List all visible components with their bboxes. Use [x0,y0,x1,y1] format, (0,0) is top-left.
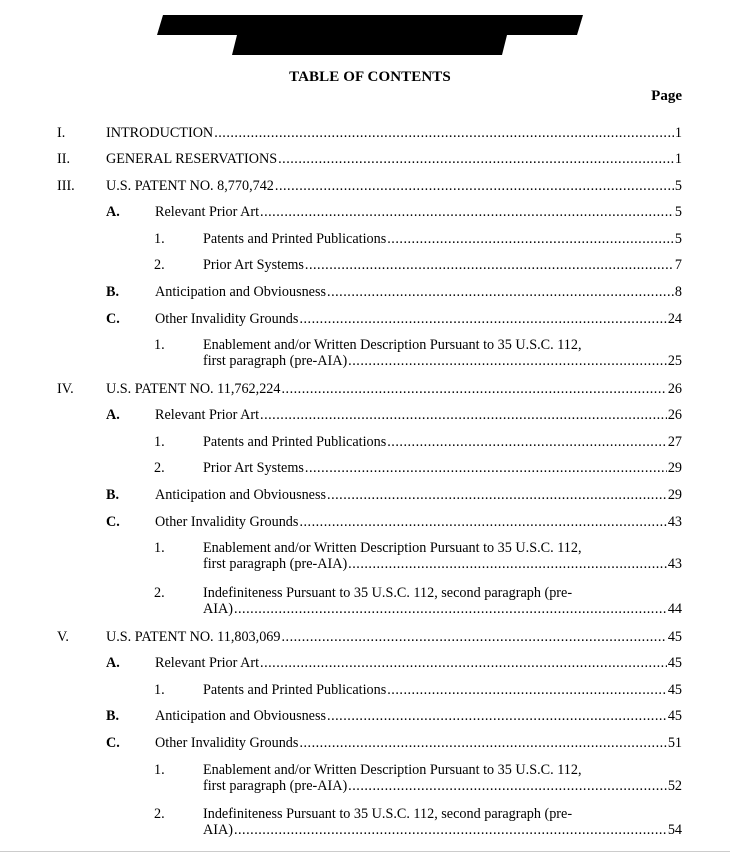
toc-entry-page: 8 [674,284,682,300]
toc-entry-number: II. [57,151,70,167]
toc-entry-number: B. [106,487,120,503]
toc-entry-item[interactable] [154,257,682,273]
dot-leader [327,708,667,724]
toc-entry-page: 26 [667,381,682,397]
toc-entry-item[interactable] [154,337,682,369]
toc-title: TABLE OF CONTENTS [289,69,451,85]
toc-entry-text: first paragraph (pre-AIA) [203,778,348,794]
toc-entry-text: Prior Art Systems [203,257,304,273]
toc-entry-item[interactable] [154,540,682,572]
toc-entry-page: 25 [667,353,682,369]
toc-entry-text-line1: Indefiniteness Pursuant to 35 U.S.C. 112, second paragraph (pre- [203,806,573,822]
page-bottom-border [0,851,730,852]
toc-entry-page: 7 [674,257,682,273]
dot-leader [387,231,674,247]
toc-entry-text: U.S. PATENT NO. 11,803,069 [106,629,281,645]
toc-entry-body [203,585,682,617]
toc-entry-body [203,806,682,838]
toc-entry-number: B. [106,708,120,724]
toc-entry-line [155,311,682,327]
toc-entry-line [155,514,682,530]
toc-entry-section-5[interactable] [57,629,682,645]
toc-entry-page: 26 [667,407,682,423]
toc-entry-page: 29 [667,460,682,476]
toc-entry-line [203,434,682,450]
toc-entry-subsection[interactable] [106,311,682,327]
toc-entry-text: INTRODUCTION [106,125,214,141]
toc-entry-number: A. [106,407,120,423]
toc-entry-number: A. [106,204,120,220]
dot-leader [305,460,667,476]
toc-entry-text-line1: Enablement and/or Written Description Pursuant to 35 U.S.C. 112, [203,540,582,556]
toc-entry-item[interactable] [154,806,682,838]
toc-entry-page: 43 [667,556,682,572]
toc-entry-number: 1. [154,682,165,698]
toc-entry-number: 2. [154,806,165,822]
toc-entry-page: 52 [667,778,682,794]
toc-entry-text: AIA) [203,822,233,838]
toc-entry-line [106,629,682,645]
dot-leader [278,151,674,167]
toc-entry-item[interactable] [154,434,682,450]
toc-entry-body [203,762,682,794]
toc-entry-item[interactable] [154,762,682,794]
toc-entry-page: 27 [667,434,682,450]
dot-leader [299,735,666,751]
dot-leader [387,682,667,698]
toc-entry-page: 45 [667,629,682,645]
toc-entry-line [155,487,682,503]
toc-entry-number: I. [57,125,66,141]
toc-entry-text: U.S. PATENT NO. 8,770,742 [106,178,274,194]
toc-entry-item[interactable] [154,585,682,617]
toc-entry-item[interactable] [154,460,682,476]
toc-entry-line [203,556,682,572]
toc-entry-text: Relevant Prior Art [155,655,260,671]
dot-leader [348,778,667,794]
toc-entry-number: 1. [154,540,165,556]
toc-entry-text-line1: Indefiniteness Pursuant to 35 U.S.C. 112, second paragraph (pre- [203,585,573,601]
toc-entry-page: 43 [667,514,682,530]
toc-entry-line [106,381,682,397]
redaction-shape [157,15,583,55]
dot-leader [348,353,667,369]
dot-leader [299,311,666,327]
toc-entry-number: 1. [154,337,165,353]
toc-entry-line [155,655,682,671]
dot-leader [234,601,667,617]
dot-leader [260,204,674,220]
toc-entry-line [106,151,682,167]
toc-entry-text: Patents and Printed Publications [203,231,387,247]
toc-entry-text-line1: Enablement and/or Written Description Pursuant to 35 U.S.C. 112, [203,337,582,353]
toc-entry-text: Patents and Printed Publications [203,682,387,698]
toc-entry-subsection[interactable] [106,204,682,220]
toc-entry-line [203,231,682,247]
toc-entry-page: 5 [674,204,682,220]
toc-entry-line [203,778,682,794]
toc-entry-page: 45 [667,682,682,698]
toc-entry-page: 1 [674,151,682,167]
toc-entry-page: 24 [667,311,682,327]
toc-entry-text: GENERAL RESERVATIONS [106,151,278,167]
toc-entry-text: AIA) [203,601,233,617]
dot-leader [214,125,674,141]
toc-entry-subsection[interactable] [106,284,682,300]
toc-entry-number: 1. [154,762,165,778]
toc-entry-section-1[interactable] [57,125,682,141]
dot-leader [305,257,674,273]
dot-leader [281,381,666,397]
toc-entry-line [203,822,682,838]
toc-entry-page: 1 [674,125,682,141]
toc-entry-text: U.S. PATENT NO. 11,762,224 [106,381,281,397]
toc-entry-subsection[interactable] [106,735,682,751]
dot-leader [348,556,667,572]
toc-entry-section-2[interactable] [57,151,682,167]
page-column-header: Page [651,88,682,104]
toc-entry-text: Other Invalidity Grounds [155,514,299,530]
toc-entry-number: V. [57,629,69,645]
dot-leader [299,514,666,530]
toc-entry-text: Anticipation and Obviousness [155,487,327,503]
toc-entry-text: Other Invalidity Grounds [155,311,299,327]
toc-entry-item[interactable] [154,231,682,247]
toc-entry-number: C. [106,735,120,751]
toc-entry-number: 2. [154,585,165,601]
toc-entry-number: B. [106,284,120,300]
dot-leader [327,487,667,503]
toc-entry-page: 5 [674,231,682,247]
toc-entry-page: 44 [667,601,682,617]
toc-entry-line [155,735,682,751]
toc-entry-line [155,407,682,423]
toc-entry-page: 5 [674,178,682,194]
toc-entry-number: 2. [154,460,165,476]
toc-entry-text: first paragraph (pre-AIA) [203,353,348,369]
dot-leader [260,407,667,423]
toc-entry-number: C. [106,514,120,530]
toc-entry-line [203,257,682,273]
toc-entry-text-line1: Enablement and/or Written Description Pursuant to 35 U.S.C. 112, [203,762,582,778]
toc-entry-text: Prior Art Systems [203,460,304,476]
toc-entry-line [203,601,682,617]
toc-entry-body [203,540,682,572]
toc-entry-subsection[interactable] [106,708,682,724]
toc-entry-subsection[interactable] [106,655,682,671]
toc-entry-number: A. [106,655,120,671]
toc-entry-page: 45 [667,655,682,671]
dot-leader [327,284,674,300]
toc-entry-number: IV. [57,381,74,397]
toc-entry-text: Anticipation and Obviousness [155,284,327,300]
toc-entry-page: 45 [667,708,682,724]
toc-entry-line [155,284,682,300]
toc-entry-number: 1. [154,231,165,247]
toc-entry-line [155,204,682,220]
toc-entry-body [203,337,682,369]
dot-leader [281,629,666,645]
toc-entry-number: III. [57,178,75,194]
toc-entry-text: Other Invalidity Grounds [155,735,299,751]
toc-entry-subsection[interactable] [106,487,682,503]
toc-entry-page: 51 [667,735,682,751]
toc-entry-text: Relevant Prior Art [155,407,260,423]
dot-leader [260,655,667,671]
toc-entry-line [203,682,682,698]
toc-entry-line [106,125,682,141]
toc-entry-page: 29 [667,487,682,503]
toc-entry-line [203,353,682,369]
toc-entry-subsection[interactable] [106,514,682,530]
toc-entry-subsection[interactable] [106,407,682,423]
toc-entry-text: Relevant Prior Art [155,204,260,220]
toc-entry-line [203,460,682,476]
toc-entry-number: 1. [154,434,165,450]
dot-leader [387,434,667,450]
dot-leader [234,822,667,838]
toc-entry-text: first paragraph (pre-AIA) [203,556,348,572]
toc-entry-number: C. [106,311,120,327]
toc-entry-text: Patents and Printed Publications [203,434,387,450]
toc-entry-item[interactable] [154,682,682,698]
toc-entry-page: 54 [667,822,682,838]
toc-entry-number: 2. [154,257,165,273]
dot-leader [275,178,674,194]
redaction-bar [157,15,583,55]
toc-entry-text: Anticipation and Obviousness [155,708,327,724]
toc-entry-section-3[interactable] [57,178,682,194]
toc-entry-line [155,708,682,724]
toc-entry-line [106,178,682,194]
toc-entry-section-4[interactable] [57,381,682,397]
